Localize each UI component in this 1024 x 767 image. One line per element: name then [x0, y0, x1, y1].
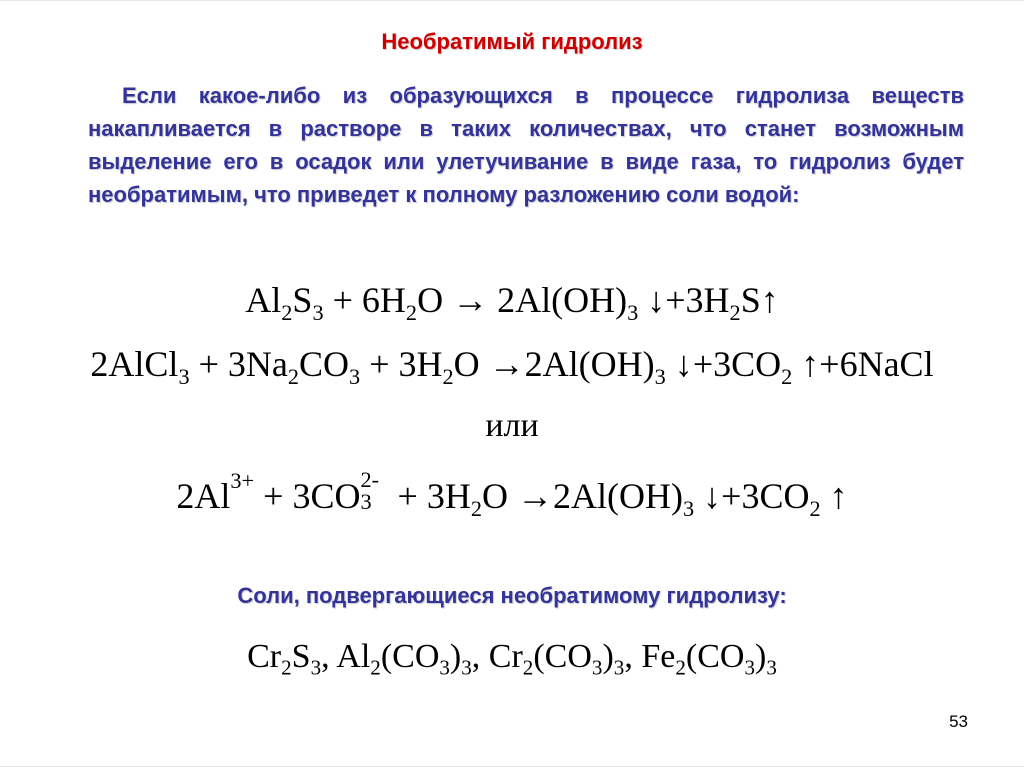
definition-paragraph: Если какое-либо из образующихся в процессе гидролиза веществ накапливается в растворе в таких количествах, что станет возможным выделение его в осадок или улетучивание в виде газа, то гидролиз будет необратимым, что приведет к полному разложению соли водой:	[88, 83, 964, 207]
gas-arrow-icon: ↑	[792, 344, 820, 384]
slide-title: Необратимый гидролиз	[381, 29, 643, 54]
page-number: 53	[949, 712, 968, 731]
equation-al2s3-hydrolysis: $Al_2S_3 + 6H_2O \to 2Al(OH)_3$ $↓+3H_2S↑$	[245, 280, 779, 325]
precipitate-arrow-icon: ↓	[638, 280, 666, 320]
reaction-arrow-icon: →	[517, 476, 553, 517]
gas-arrow-icon: ↑	[820, 476, 848, 517]
or-separator: или	[485, 407, 539, 444]
precipitate-arrow-icon: ↓	[694, 476, 722, 517]
reaction-arrow-icon: →	[452, 280, 489, 320]
reaction-arrow-icon: →	[488, 344, 525, 384]
equation-ionic: $2Al^{3+} + 3CO$ 2- 3 + $3H_2O \to 2Al(OH)_3$ $↓+3CO_2$ ↑	[176, 466, 848, 521]
precipitate-arrow-icon: ↓	[665, 344, 693, 384]
salts-formula-list: $Cr_2S_3$, $Al_2(CO_3)_3$, $Cr_2(CO_3)_3$, $Fe_2(CO_3)_3$	[247, 638, 777, 680]
equation-alcl3-na2co3: 2AlCl$_3$ + $3Na_2CO_3 + 3H_2O \to 2Al(OH)_3$ $↓+3CO_2$ ↑+6NaCl	[90, 344, 934, 389]
salts-heading: Соли, подвергающиеся необратимому гидролизу:	[237, 583, 787, 608]
gas-arrow-icon: ↑	[760, 280, 779, 320]
